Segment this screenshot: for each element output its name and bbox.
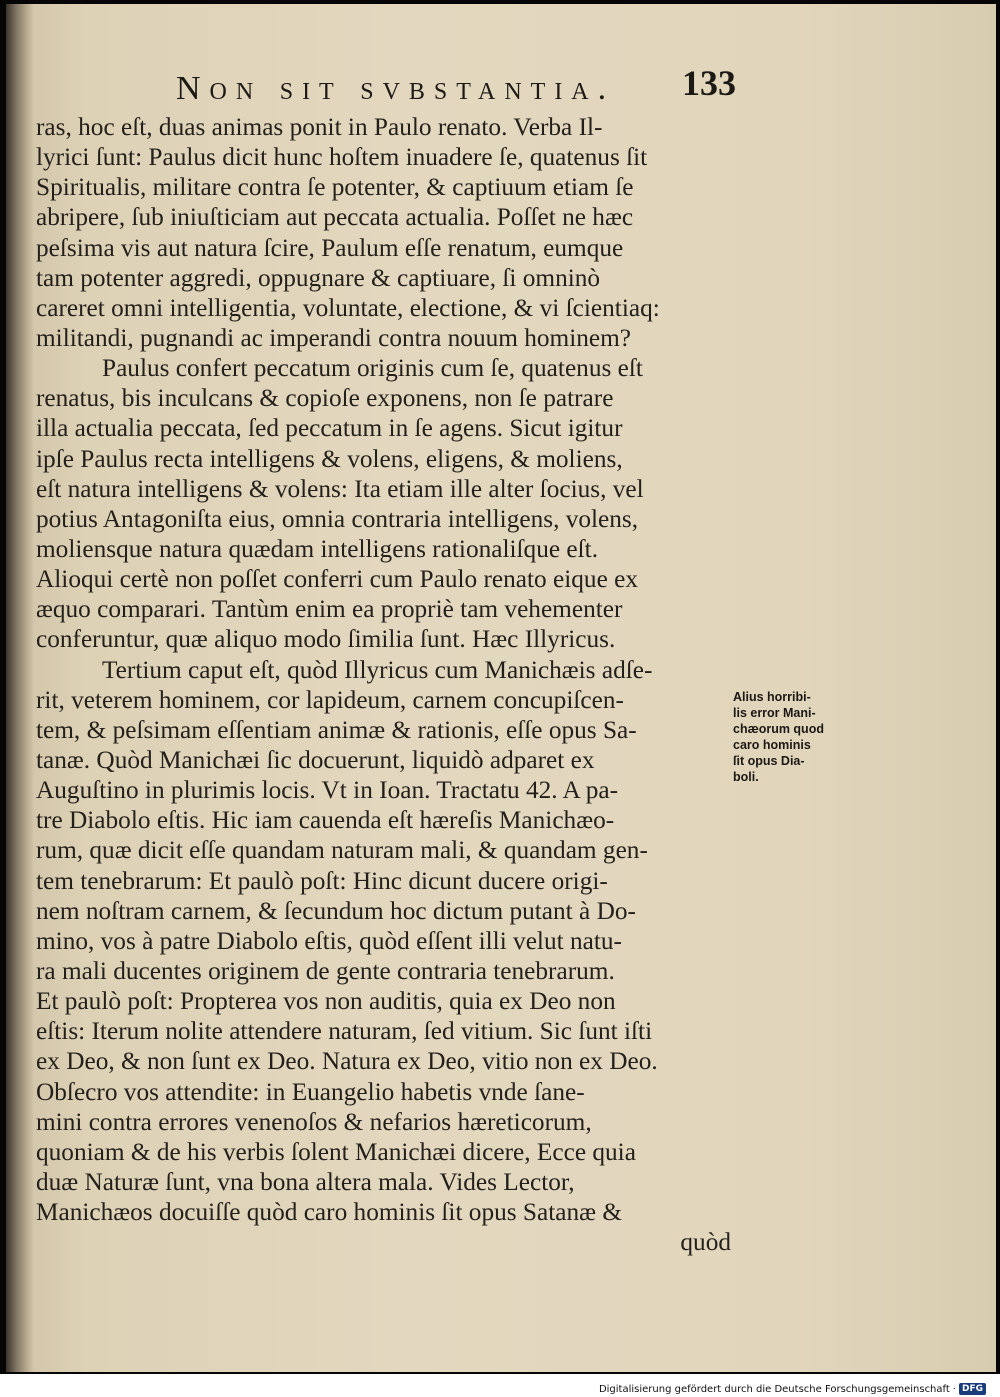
text-line: illa actualia peccata, ſed peccatum in ſe agens. Sicut igitur	[36, 414, 623, 443]
margin-note-line: caro hominis	[733, 738, 811, 752]
page-gutter	[6, 4, 34, 1372]
paragraph-start-line: Paulus confert peccatum originis cum ſe, quatenus eſt	[102, 354, 643, 383]
text-line: tem tenebrarum: Et paulò poſt: Hinc dicunt ducere origi-	[36, 866, 608, 895]
text-line: tanæ. Quòd Manichæi ſic docuerunt, liquidò adparet ex	[36, 745, 595, 774]
text-line: tre Diabolo eſtis. Hic iam cauenda eſt hæreſis Manichæo-	[36, 806, 615, 835]
text-line: rum, quæ dicit eſſe quandam naturam mali, & quandam gen-	[36, 836, 648, 865]
text-line: mino, vos à patre Diabolo eſtis, quòd eſſent illi velut natu-	[36, 926, 622, 955]
text-line: ipſe Paulus recta intelligens & volens, eligens, & moliens,	[36, 444, 623, 473]
text-line: conferuntur, quæ aliquo modo ſimilia ſunt. Hæc Illyricus.	[36, 625, 616, 654]
text-line: Alioqui certè non poſſet conferri cum Paulo renato eique ex	[36, 565, 638, 594]
margin-note-line: ſit opus Dia-	[733, 754, 805, 768]
text-line: ex Deo, & non ſunt ex Deo. Natura ex Deo, vitio non ex Deo.	[36, 1047, 658, 1076]
text-line: eſtis: Iterum nolite attendere naturam, ſed vitium. Sic ſunt iſti	[36, 1017, 653, 1046]
credit-text: Digitalisierung gefördert durch die Deutsche Forschungsgemeinschaft	[598, 1383, 950, 1395]
text-line: Auguſtino in plurimis locis. Vt in Ioan. Tractatu 42. A pa-	[36, 776, 619, 805]
dfg-logo-icon: DFG	[959, 1383, 986, 1395]
margin-note-line: boli.	[733, 770, 759, 784]
text-line: abripere, ſub iniuſticiam aut peccata actualia. Poſſet ne hæc	[36, 203, 634, 232]
text-line: nem noſtram carnem, & ſecundum hoc dictum putant à Do-	[36, 896, 636, 925]
text-line: mini contra errores venenoſos & nefarios hæreticorum,	[36, 1107, 592, 1136]
text-line: Obſecro vos attendite: in Euangelio habetis vnde ſane-	[36, 1077, 585, 1106]
text-line: eſt natura intelligens & volens: Ita etiam ille alter ſocius, vel	[36, 474, 644, 503]
text-line: militandi, pugnandi ac imperandi contra nouum hominem?	[36, 323, 632, 352]
text-line: tam potenter aggredi, oppugnare & captiuare, ſi omninò	[36, 263, 601, 292]
text-line: duæ Naturæ ſunt, vna bona altera mala. Vides Lector,	[36, 1167, 575, 1196]
margin-note-line: Alius horribi-	[733, 690, 811, 704]
text-line: Manichæos docuiſſe quòd caro hominis ſit opus Satanæ &	[36, 1198, 622, 1227]
margin-note-line: lis error Mani-	[733, 706, 816, 720]
text-line: lyrici ſunt: Paulus dicit hunc hoſtem inuadere ſe, quatenus ſit	[36, 143, 648, 172]
text-line: renatus, bis inculcans & copioſe exponens, non ſe patrare	[36, 384, 614, 413]
running-head: Non sit svbstantia.	[176, 70, 616, 107]
text-line: peſsima vis aut natura ſcire, Paulum eſſe renatum, eumque	[36, 233, 624, 262]
margin-note-line: chæorum quod	[733, 722, 824, 736]
text-line: quoniam & de his verbis ſolent Manichæi dicere, Ecce quia	[36, 1137, 636, 1166]
catchword: quòd	[680, 1228, 731, 1257]
body-text	[36, 112, 751, 1257]
text-line: Et paulò poſt: Propterea vos non auditis, quia ex Deo non	[36, 987, 616, 1016]
text-line: ra mali ducentes originem de gente contraria tenebrarum.	[36, 956, 615, 985]
digitization-credit	[599, 1383, 986, 1395]
text-line: rit, veterem hominem, cor lapideum, carnem concupiſcen-	[36, 685, 624, 714]
separator-dot: ·	[952, 1383, 956, 1395]
text-line: careret omni intelligentia, voluntate, electione, & vi ſcientiaq:	[36, 293, 660, 322]
text-line: potius Antagoniſta eius, omnia contraria intelligens, volens,	[36, 504, 639, 533]
book-page	[6, 4, 996, 1372]
page-number: 133	[682, 63, 736, 103]
margin-note	[733, 689, 845, 785]
text-line: æquo comparari. Tantùm enim ea propriè tam vehementer	[36, 595, 623, 624]
text-line: tem, & peſsimam eſſentiam animæ & rationis, eſſe opus Sa-	[36, 715, 637, 744]
text-line: Spiritualis, militare contra ſe potenter, & captiuum etiam ſe	[36, 173, 634, 202]
text-line: ras, hoc eſt, duas animas ponit in Paulo renato. Verba Il-	[36, 113, 603, 141]
text-line: moliensque natura quædam intelligens rationaliſque eſt.	[36, 534, 599, 563]
paragraph-start-line: Tertium caput eſt, quòd Illyricus cum Manichæis adſe-	[102, 655, 653, 684]
